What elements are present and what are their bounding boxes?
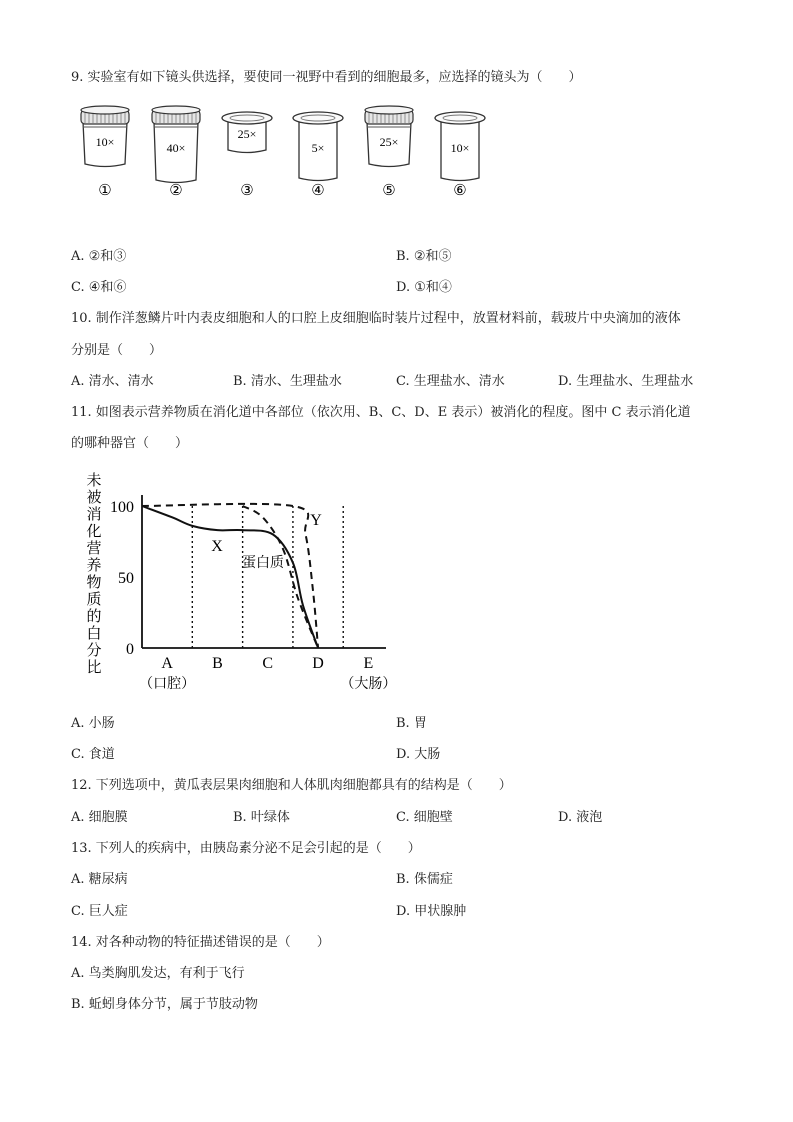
lens-5-magnification: 25× (379, 135, 399, 149)
lens-1 (81, 106, 129, 199)
lens-4-number: ④ (311, 183, 325, 199)
lens-2-magnification: 40× (166, 141, 186, 155)
y-axis-label-char: 养 (86, 558, 102, 574)
y-axis-label-char: 的 (86, 609, 102, 625)
digestion-chart (78, 465, 408, 695)
y-axis-label-char: 质 (86, 592, 102, 608)
q12-option-c[interactable]: C. 细胞壁 (396, 810, 453, 825)
q13-stem: 13. 下列人的疾病中，由胰岛素分泌不足会引起的是（ ） (71, 841, 421, 856)
lens-4-magnification: 5× (311, 141, 325, 155)
q9-stem: 9. 实验室有如下镜头供选择，要使同一视野中看到的细胞最多，应选择的镜头为（ ） (71, 70, 582, 85)
y-axis-label-char: 消 (86, 507, 102, 523)
lens-2 (152, 106, 200, 199)
q11-stem-line1: 11. 如图表示营养物质在消化道中各部位（依次用、B、C、D、E 表示）被消化的程度。图中 C 表示消化道 (71, 405, 691, 420)
y-axis-label-char: 化 (86, 524, 102, 540)
y-axis-label-char: 物 (86, 575, 102, 591)
lens-3 (222, 112, 272, 199)
q12-option-d[interactable]: D. 液泡 (558, 810, 603, 825)
lens-6-number: ⑥ (453, 183, 467, 199)
q14-stem: 14. 对各种动物的特征描述错误的是（ ） (71, 935, 330, 950)
x-category-label: B (212, 655, 223, 672)
q12-stem: 12. 下列选项中，黄瓜表层果肉细胞和人体肌肉细胞都具有的结构是（ ） (71, 778, 512, 793)
q11-stem-line2: 的哪种器官（ ） (71, 436, 189, 451)
y-axis-label-char: 被 (86, 490, 102, 506)
q10-option-c[interactable]: C. 生理盐水、清水 (396, 374, 505, 389)
q10-option-b[interactable]: B. 清水、生理盐水 (233, 374, 342, 389)
q11-option-c[interactable]: C. 食道 (71, 747, 115, 762)
q10-stem-line1: 10. 制作洋葱鳞片叶内表皮细胞和人的口腔上皮细胞临时装片过程中，放置材料前，载玻片中央滴加的液体 (71, 311, 681, 326)
q11-option-b[interactable]: B. 胃 (396, 716, 427, 731)
q9-option-a[interactable]: A. ②和③ (71, 249, 127, 264)
q12-option-b[interactable]: B. 叶绿体 (233, 810, 290, 825)
y-axis-label-char: 白 (86, 626, 102, 642)
x-category-label: D (312, 655, 324, 672)
q11-option-d[interactable]: D. 大肠 (396, 747, 441, 762)
lens-3-magnification: 25× (237, 127, 257, 141)
y-tick-label: 100 (110, 499, 134, 516)
q13-option-a[interactable]: A. 糖尿病 (71, 872, 128, 887)
x-category-label: E (363, 655, 374, 672)
lens-6 (435, 112, 485, 199)
lens-figure (70, 100, 510, 210)
y-axis-label-char: 比 (86, 660, 102, 676)
series-label: 蛋白质 (242, 556, 284, 571)
x-category-label: A (161, 655, 173, 672)
lens-1-number: ① (98, 183, 112, 199)
lens-5 (365, 106, 413, 199)
lens-1-magnification: 10× (95, 135, 115, 149)
lens-2-number: ② (169, 183, 183, 199)
lens-3-number: ③ (240, 183, 254, 199)
q9-option-b[interactable]: B. ②和⑤ (396, 249, 452, 264)
lens-5-number: ⑤ (382, 183, 396, 199)
q13-option-d[interactable]: D. 甲状腺肿 (396, 904, 467, 919)
series-label: X (211, 538, 223, 555)
lens-6-magnification: 10× (450, 141, 470, 155)
y-axis-label-char: 分 (86, 643, 102, 659)
y-axis-label-char: 未 (86, 473, 102, 489)
q10-stem-line2: 分别是（ ） (71, 343, 163, 358)
q11-option-a[interactable]: A. 小肠 (71, 716, 115, 731)
q14-option-b[interactable]: B. 蚯蚓身体分节，属于节肢动物 (71, 997, 258, 1012)
x-category-note: （口腔） (139, 677, 196, 692)
q10-option-d[interactable]: D. 生理盐水、生理盐水 (558, 374, 694, 389)
x-category-label: C (262, 655, 274, 672)
q9-option-c[interactable]: C. ④和⑥ (71, 280, 127, 295)
q13-option-b[interactable]: B. 侏儒症 (396, 872, 453, 887)
x-category-note: （大肠） (340, 677, 397, 692)
series-line-protein (243, 506, 318, 648)
q10-option-a[interactable]: A. 清水、清水 (71, 374, 154, 389)
lens-4 (293, 112, 343, 199)
y-axis-label-char: 营 (86, 541, 102, 557)
series-label: Y (310, 512, 322, 529)
y-tick-label: 50 (118, 570, 134, 587)
q13-option-c[interactable]: C. 巨人症 (71, 904, 128, 919)
y-tick-label: 0 (126, 641, 134, 658)
q14-option-a[interactable]: A. 鸟类胸肌发达，有利于飞行 (71, 966, 245, 981)
q9-option-d[interactable]: D. ①和④ (396, 280, 452, 295)
q12-option-a[interactable]: A. 细胞膜 (71, 810, 128, 825)
